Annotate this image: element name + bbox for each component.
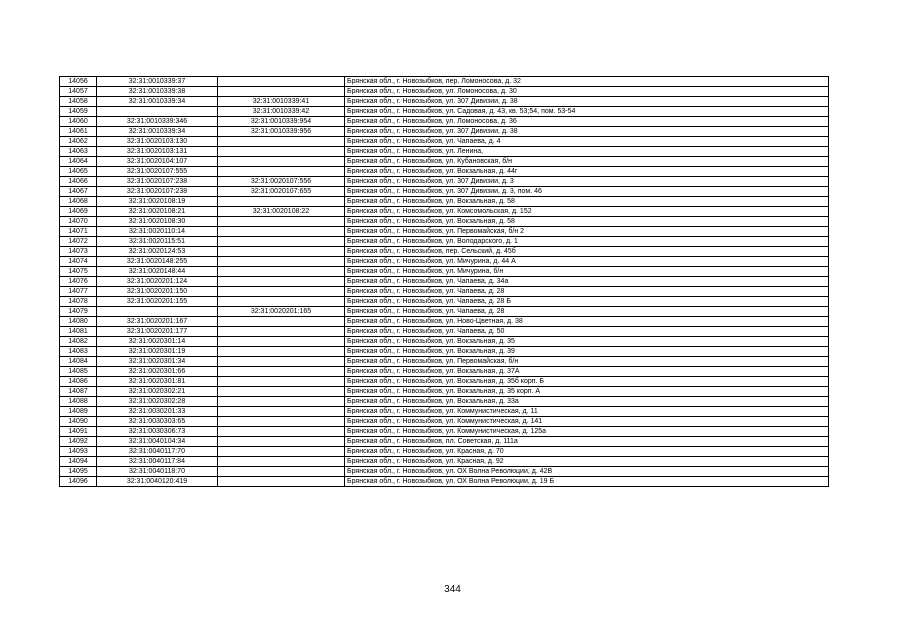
address-cell: Брянская обл., г. Новозыбков, ул. ОХ Волна Революции, д. 19 Б	[345, 477, 829, 487]
related-cadastral-number-cell	[218, 247, 345, 257]
row-number-cell: 14094	[60, 457, 97, 467]
table-row	[60, 387, 829, 397]
related-cadastral-number-cell	[218, 217, 345, 227]
cadastral-number-cell: 32:31:0040120:419	[97, 477, 218, 487]
cadastral-number-cell: 32:31:0020108:19	[97, 197, 218, 207]
table-row	[60, 97, 829, 107]
address-cell: Брянская обл., г. Новозыбков, ул. Вокзальная, д. 35 корп. А	[345, 387, 829, 397]
table-row	[60, 77, 829, 87]
cadastral-number-cell: 32:31:0020301:19	[97, 347, 218, 357]
row-number-cell: 14090	[60, 417, 97, 427]
related-cadastral-number-cell: 32:31:0020107:556	[218, 177, 345, 187]
table-row	[60, 467, 829, 477]
row-number-cell: 14074	[60, 257, 97, 267]
related-cadastral-number-cell	[218, 277, 345, 287]
address-cell: Брянская обл., г. Новозыбков, ул. Вокзальная, д. 44г	[345, 167, 829, 177]
row-number-cell: 14096	[60, 477, 97, 487]
row-number-cell: 14087	[60, 387, 97, 397]
related-cadastral-number-cell: 32:31:0010339:954	[218, 117, 345, 127]
table-row	[60, 297, 829, 307]
address-cell: Брянская обл., г. Новозыбков, ул. Вокзальная, д. 58	[345, 197, 829, 207]
cadastral-number-cell: 32:31:0030303:65	[97, 417, 218, 427]
address-cell: Брянская обл., г. Новозыбков, ул. Вокзальная, д. 39	[345, 347, 829, 357]
cadastral-number-cell: 32:31:0020110:14	[97, 227, 218, 237]
related-cadastral-number-cell	[218, 447, 345, 457]
cadastral-number-cell: 32:31:0020124:53	[97, 247, 218, 257]
related-cadastral-number-cell: 32:31:0020107:655	[218, 187, 345, 197]
row-number-cell: 14071	[60, 227, 97, 237]
row-number-cell: 14065	[60, 167, 97, 177]
related-cadastral-number-cell	[218, 77, 345, 87]
cadastral-number-cell: 32:31:0020107:555	[97, 167, 218, 177]
related-cadastral-number-cell	[218, 397, 345, 407]
cadastral-number-cell	[97, 307, 218, 317]
row-number-cell: 14063	[60, 147, 97, 157]
address-cell: Брянская обл., г. Новозыбков, ул. Ленина,	[345, 147, 829, 157]
table-row	[60, 327, 829, 337]
related-cadastral-number-cell	[218, 227, 345, 237]
table-row	[60, 187, 829, 197]
table-row	[60, 357, 829, 367]
address-cell: Брянская обл., г. Новозыбков, ул. Чапаева, д. 34а	[345, 277, 829, 287]
table-row	[60, 457, 829, 467]
table-row	[60, 377, 829, 387]
table-row	[60, 337, 829, 347]
table-row	[60, 397, 829, 407]
row-number-cell: 14077	[60, 287, 97, 297]
related-cadastral-number-cell	[218, 467, 345, 477]
row-number-cell: 14059	[60, 107, 97, 117]
address-cell: Брянская обл., г. Новозыбков, ул. Коммунистическая, д. 141	[345, 417, 829, 427]
address-cell: Брянская обл., г. Новозыбков, ул. Красная, д. 70	[345, 447, 829, 457]
cadastral-number-cell: 32:31:0020302:21	[97, 387, 218, 397]
registry-table-body	[60, 77, 829, 487]
address-cell: Брянская обл., г. Новозыбков, ул. 307 Дивизии, д. 3	[345, 177, 829, 187]
related-cadastral-number-cell	[218, 347, 345, 357]
address-cell: Брянская обл., г. Новозыбков, пер. Сельский, д. 45б	[345, 247, 829, 257]
address-cell: Брянская обл., г. Новозыбков, ул. Комсомольская, д. 152	[345, 207, 829, 217]
cadastral-number-cell: 32:31:0040117:70	[97, 447, 218, 457]
address-cell: Брянская обл., г. Новозыбков, ул. Ломоносова, д. 30	[345, 87, 829, 97]
cadastral-number-cell: 32:31:0040117:84	[97, 457, 218, 467]
row-number-cell: 14072	[60, 237, 97, 247]
related-cadastral-number-cell	[218, 427, 345, 437]
table-row	[60, 257, 829, 267]
address-cell: Брянская обл., г. Новозыбков, ул. Первомайская, б/н 2	[345, 227, 829, 237]
row-number-cell: 14082	[60, 337, 97, 347]
row-number-cell: 14080	[60, 317, 97, 327]
row-number-cell: 14073	[60, 247, 97, 257]
related-cadastral-number-cell: 32:31:0020108:22	[218, 207, 345, 217]
cadastral-number-cell: 32:31:0040118:70	[97, 467, 218, 477]
table-row	[60, 137, 829, 147]
related-cadastral-number-cell	[218, 297, 345, 307]
table-row	[60, 237, 829, 247]
address-cell: Брянская обл., г. Новозыбков, ул. Володарского, д. 1	[345, 237, 829, 247]
cadastral-number-cell: 32:31:0010339:34	[97, 97, 218, 107]
related-cadastral-number-cell: 32:31:0010339:41	[218, 97, 345, 107]
cadastral-number-cell: 32:31:0020301:14	[97, 337, 218, 347]
cadastral-number-cell: 32:31:0020115:51	[97, 237, 218, 247]
table-row	[60, 207, 829, 217]
address-cell: Брянская обл., г. Новозыбков, ул. 307 Дивизии, д. 38	[345, 97, 829, 107]
address-cell: Брянская обл., г. Новозыбков, ул. Первомайская, б/н	[345, 357, 829, 367]
row-number-cell: 14062	[60, 137, 97, 147]
address-cell: Брянская обл., г. Новозыбков, ул. Чапаева, д. 50	[345, 327, 829, 337]
related-cadastral-number-cell	[218, 237, 345, 247]
address-cell: Брянская обл., г. Новозыбков, ул. Вокзальная, д. 35	[345, 337, 829, 347]
address-cell: Брянская обл., г. Новозыбков, ул. ОХ Волна Революции, д. 42В	[345, 467, 829, 477]
cadastral-number-cell: 32:31:0020103:131	[97, 147, 218, 157]
related-cadastral-number-cell	[218, 477, 345, 487]
cadastral-number-cell: 32:31:0010339:34	[97, 127, 218, 137]
related-cadastral-number-cell	[218, 87, 345, 97]
cadastral-number-cell: 32:31:0020148:255	[97, 257, 218, 267]
table-row	[60, 157, 829, 167]
row-number-cell: 14060	[60, 117, 97, 127]
cadastral-number-cell: 32:31:0010339:38	[97, 87, 218, 97]
row-number-cell: 14086	[60, 377, 97, 387]
cadastral-number-cell: 32:31:0010339:37	[97, 77, 218, 87]
related-cadastral-number-cell	[218, 147, 345, 157]
related-cadastral-number-cell	[218, 257, 345, 267]
related-cadastral-number-cell	[218, 417, 345, 427]
row-number-cell: 14061	[60, 127, 97, 137]
cadastral-number-cell: 32:31:0020301:81	[97, 377, 218, 387]
row-number-cell: 14066	[60, 177, 97, 187]
registry-table	[59, 76, 829, 487]
address-cell: Брянская обл., г. Новозыбков, ул. Вокзальная, д. 37А	[345, 367, 829, 377]
row-number-cell: 14084	[60, 357, 97, 367]
row-number-cell: 14093	[60, 447, 97, 457]
table-row	[60, 267, 829, 277]
table-row	[60, 447, 829, 457]
table-row	[60, 127, 829, 137]
table-row	[60, 367, 829, 377]
related-cadastral-number-cell	[218, 457, 345, 467]
table-row	[60, 167, 829, 177]
address-cell: Брянская обл., г. Новозыбков, ул. Мичурина, б/н	[345, 267, 829, 277]
row-number-cell: 14057	[60, 87, 97, 97]
table-row	[60, 407, 829, 417]
related-cadastral-number-cell: 32:31:0020201:165	[218, 307, 345, 317]
cadastral-number-cell: 32:31:0020148:44	[97, 267, 218, 277]
related-cadastral-number-cell	[218, 197, 345, 207]
related-cadastral-number-cell	[218, 157, 345, 167]
cadastral-number-cell: 32:31:0020201:155	[97, 297, 218, 307]
related-cadastral-number-cell	[218, 387, 345, 397]
cadastral-number-cell: 32:31:0020201:177	[97, 327, 218, 337]
cadastral-number-cell: 32:31:0020302:28	[97, 397, 218, 407]
table-row	[60, 347, 829, 357]
address-cell: Брянская обл., г. Новозыбков, ул. 307 Дивизии, д. 3, пом. 46	[345, 187, 829, 197]
row-number-cell: 14056	[60, 77, 97, 87]
table-row	[60, 117, 829, 127]
row-number-cell: 14069	[60, 207, 97, 217]
related-cadastral-number-cell: 32:31:0010339:42	[218, 107, 345, 117]
address-cell: Брянская обл., г. Новозыбков, пер. Ломоносова, д. 32	[345, 77, 829, 87]
cadastral-number-cell: 32:31:0020108:21	[97, 207, 218, 217]
table-row	[60, 307, 829, 317]
row-number-cell: 14095	[60, 467, 97, 477]
table-row	[60, 287, 829, 297]
related-cadastral-number-cell	[218, 267, 345, 277]
table-row	[60, 177, 829, 187]
cadastral-number-cell: 32:31:0020301:34	[97, 357, 218, 367]
row-number-cell: 14079	[60, 307, 97, 317]
cadastral-number-cell: 32:31:0020201:124	[97, 277, 218, 287]
address-cell: Брянская обл., г. Новозыбков, ул. Коммунистическая, д. 11	[345, 407, 829, 417]
address-cell: Брянская обл., г. Новозыбков, ул. Чапаева, д. 28 Б	[345, 297, 829, 307]
address-cell: Брянская обл., г. Новозыбков, ул. Чапаева, д. 28	[345, 307, 829, 317]
cadastral-number-cell: 32:31:0030306:73	[97, 427, 218, 437]
cadastral-number-cell: 32:31:0020108:30	[97, 217, 218, 227]
address-cell: Брянская обл., г. Новозыбков, ул. Вокзальная, д. 33а	[345, 397, 829, 407]
table-row	[60, 437, 829, 447]
page-number: 344	[444, 584, 461, 595]
address-cell: Брянская обл., г. Новозыбков, ул. Вокзальная, д. 35б корп. Б	[345, 377, 829, 387]
related-cadastral-number-cell	[218, 377, 345, 387]
table-row	[60, 87, 829, 97]
table-row	[60, 417, 829, 427]
address-cell: Брянская обл., г. Новозыбков, ул. Кубановская, б/н	[345, 157, 829, 167]
row-number-cell: 14068	[60, 197, 97, 207]
related-cadastral-number-cell	[218, 137, 345, 147]
related-cadastral-number-cell	[218, 357, 345, 367]
row-number-cell: 14058	[60, 97, 97, 107]
table-row	[60, 197, 829, 207]
related-cadastral-number-cell	[218, 407, 345, 417]
table-row	[60, 217, 829, 227]
row-number-cell: 14076	[60, 277, 97, 287]
table-row	[60, 427, 829, 437]
row-number-cell: 14083	[60, 347, 97, 357]
table-row	[60, 277, 829, 287]
cadastral-number-cell: 32:31:0040104:34	[97, 437, 218, 447]
address-cell: Брянская обл., г. Новозыбков, ул. Коммунистическая, д. 125а	[345, 427, 829, 437]
related-cadastral-number-cell	[218, 337, 345, 347]
table-row	[60, 477, 829, 487]
related-cadastral-number-cell	[218, 287, 345, 297]
cadastral-number-cell	[97, 107, 218, 117]
row-number-cell: 14067	[60, 187, 97, 197]
related-cadastral-number-cell	[218, 367, 345, 377]
address-cell: Брянская обл., г. Новозыбков, ул. 307 Дивизии, д. 38	[345, 127, 829, 137]
address-cell: Брянская обл., г. Новозыбков, ул. Красная, д. 92	[345, 457, 829, 467]
cadastral-number-cell: 32:31:0020103:130	[97, 137, 218, 147]
row-number-cell: 14064	[60, 157, 97, 167]
table-row	[60, 107, 829, 117]
cadastral-number-cell: 32:31:0020107:238	[97, 187, 218, 197]
row-number-cell: 14089	[60, 407, 97, 417]
cadastral-number-cell: 32:31:0020301:66	[97, 367, 218, 377]
row-number-cell: 14078	[60, 297, 97, 307]
address-cell: Брянская обл., г. Новозыбков, ул. Чапаева, д. 28	[345, 287, 829, 297]
table-row	[60, 247, 829, 257]
cadastral-number-cell: 32:31:0020107:238	[97, 177, 218, 187]
row-number-cell: 14081	[60, 327, 97, 337]
related-cadastral-number-cell	[218, 327, 345, 337]
cadastral-number-cell: 32:31:0020201:167	[97, 317, 218, 327]
row-number-cell: 14088	[60, 397, 97, 407]
table-row	[60, 227, 829, 237]
table-row	[60, 147, 829, 157]
related-cadastral-number-cell	[218, 167, 345, 177]
cadastral-number-cell: 32:31:0020104:107	[97, 157, 218, 167]
cadastral-number-cell: 32:31:0030201:33	[97, 407, 218, 417]
row-number-cell: 14092	[60, 437, 97, 447]
related-cadastral-number-cell	[218, 317, 345, 327]
row-number-cell: 14085	[60, 367, 97, 377]
cadastral-number-cell: 32:31:0010339:346	[97, 117, 218, 127]
related-cadastral-number-cell	[218, 437, 345, 447]
address-cell: Брянская обл., г. Новозыбков, ул. Чапаева, д. 4	[345, 137, 829, 147]
row-number-cell: 14070	[60, 217, 97, 227]
address-cell: Брянская обл., г. Новозыбков, ул. Вокзальная, д. 58	[345, 217, 829, 227]
address-cell: Брянская обл., г. Новозыбков, ул. Садовая, д. 43, кв. 53;54, пом. 53-54	[345, 107, 829, 117]
row-number-cell: 14075	[60, 267, 97, 277]
address-cell: Брянская обл., г. Новозыбков, ул. Ломоносова, д. 36	[345, 117, 829, 127]
address-cell: Брянская обл., г. Новозыбков, ул. Мичурина, д. 44 А	[345, 257, 829, 267]
related-cadastral-number-cell: 32:31:0010339:956	[218, 127, 345, 137]
table-row	[60, 317, 829, 327]
address-cell: Брянская обл., г. Новозыбков, ул. Ново-Цветная, д. 38	[345, 317, 829, 327]
cadastral-number-cell: 32:31:0020201:150	[97, 287, 218, 297]
row-number-cell: 14091	[60, 427, 97, 437]
address-cell: Брянская обл., г. Новозыбков, пл. Советская, д. 111а	[345, 437, 829, 447]
